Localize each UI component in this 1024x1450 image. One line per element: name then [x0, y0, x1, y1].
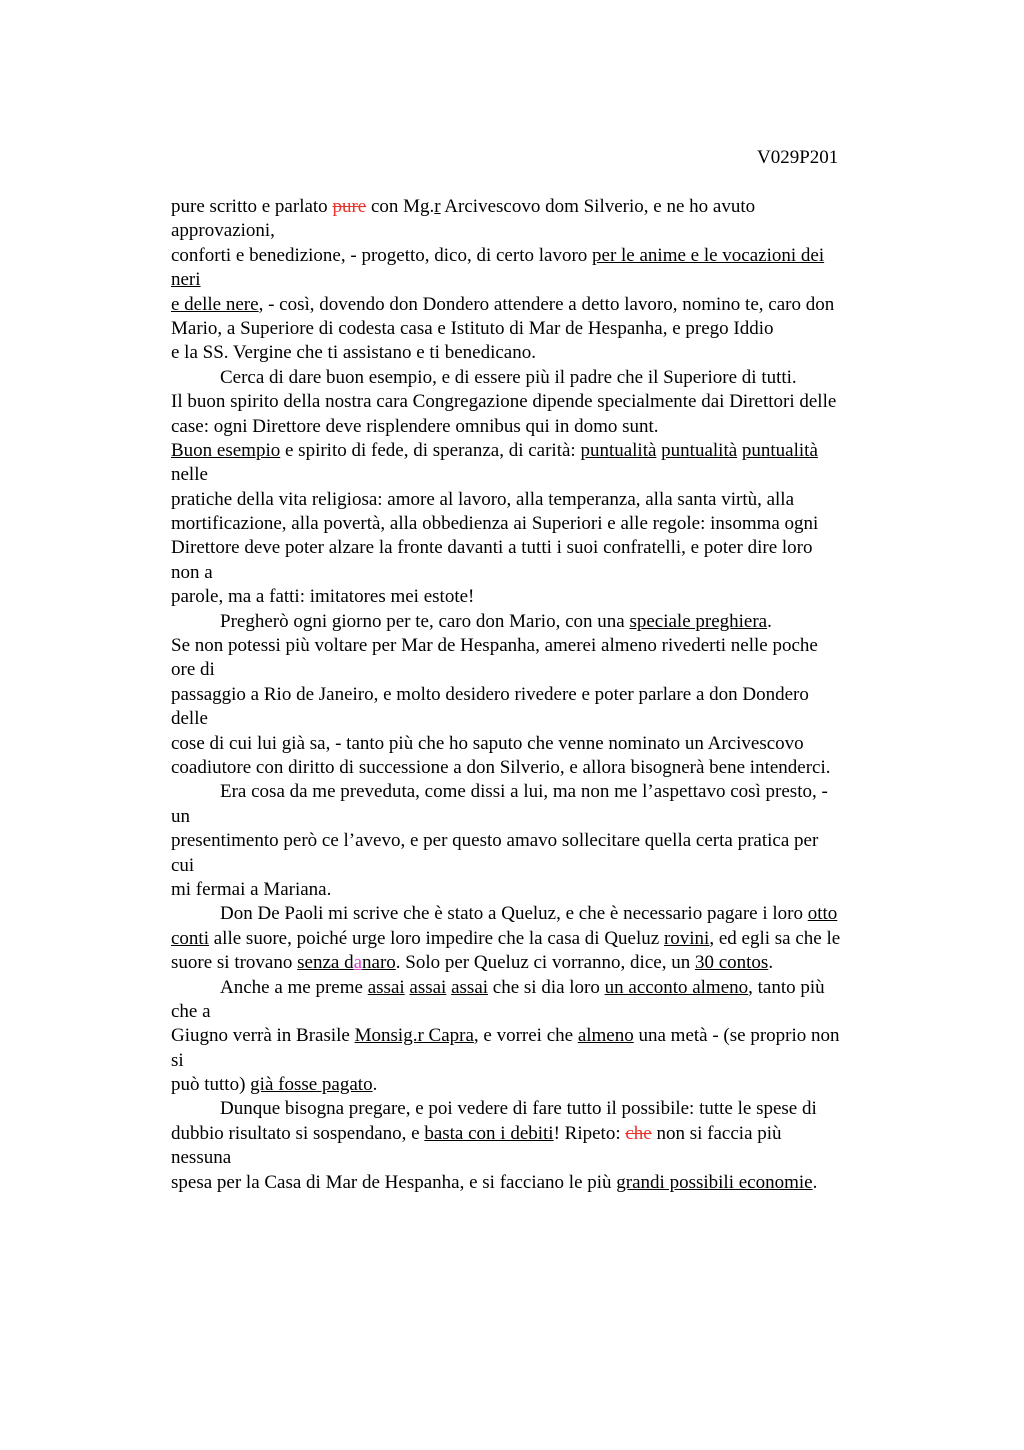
- underlined-text: assai: [367, 976, 405, 998]
- text-line: [171, 658, 911, 682]
- text-segment: coadiutore con diritto di successione a don Silverio, e allora bisognerà bene intenderci.: [171, 756, 831, 778]
- text-line: [171, 829, 911, 853]
- text-line: [171, 341, 911, 365]
- text-line: [171, 732, 911, 756]
- text-line: [171, 683, 911, 707]
- text-segment: Don De Paoli mi scrive che è stato a Queluz, e che è necessario pagare i loro: [220, 903, 808, 925]
- text-line: [171, 219, 911, 243]
- underlined-text: rovini: [663, 927, 710, 949]
- text-segment: .: [767, 610, 772, 632]
- text-segment: , ed egli sa che le: [709, 927, 841, 949]
- text-line: [171, 463, 911, 487]
- text-line: [171, 1000, 911, 1024]
- text-line: [171, 854, 911, 878]
- text-line: [171, 927, 911, 951]
- text-segment: conforti e benedizione, - progetto, dico, di certo lavoro: [171, 244, 593, 266]
- text-segment: .: [768, 952, 774, 974]
- text-segment: mortificazione, alla povertà, alla obbedienza ai Superiori e alle regole: insomma ogni: [171, 513, 819, 535]
- text-line: [171, 1122, 911, 1146]
- text-segment: Giugno verrà in Brasile: [171, 1025, 355, 1047]
- text-segment: Dunque bisogna pregare, e poi vedere di fare tutto il possibile: tutte le spese di: [220, 1098, 817, 1120]
- text-line: [171, 1097, 911, 1121]
- text-line: [171, 366, 911, 390]
- text-segment: che a: [171, 1000, 211, 1022]
- text-line: [171, 488, 911, 512]
- text-line: [171, 244, 911, 268]
- text-segment: alle suore, poiché urge loro impedire che la casa di Queluz: [209, 927, 664, 949]
- text-segment: , e vorrei che: [473, 1025, 578, 1047]
- text-line: [171, 293, 911, 317]
- text-segment: e spirito di fede, di speranza, di carità:: [280, 439, 581, 461]
- struck-text: pure: [332, 196, 367, 217]
- text-segment: . Solo per Queluz ci vorranno, dice, un: [395, 952, 695, 974]
- text-segment: Mario, a Superiore di codesta casa e Istituto di Mar de Hespanha, e prego Iddio: [171, 317, 774, 339]
- page-identifier: V029P201: [757, 147, 839, 168]
- text-segment: mi fermai a Mariana.: [171, 878, 332, 900]
- text-segment: Arcivescovo dom Silverio, e ne ho avuto: [440, 196, 756, 217]
- text-segment: e la SS. Vergine che ti assistano e ti benedicano.: [171, 342, 536, 364]
- text-segment: Direttore deve poter alzare la fronte davanti a tutti i suoi confratelli, e poter dire loro: [171, 537, 813, 559]
- text-line: [171, 951, 911, 975]
- underlined-text: naro: [362, 952, 396, 974]
- text-line: [171, 195, 911, 219]
- underlined-text: già fosse pagato: [250, 1074, 373, 1096]
- text-segment: presentimento però ce l’avevo, e per questo amavo sollecitare quella certa pratica per: [171, 830, 819, 852]
- text-segment: , - così, dovendo don Dondero attendere a detto lavoro, nomino te, caro don: [258, 293, 835, 315]
- underlined-text: Monsig.r Capra: [354, 1025, 474, 1047]
- underlined-text: almeno: [577, 1025, 634, 1047]
- text-segment: .: [372, 1074, 378, 1096]
- text-line: [171, 634, 911, 658]
- text-segment: dubbio risultato si sospendano, e: [171, 1122, 425, 1144]
- text-line: [171, 561, 911, 585]
- text-segment: Il buon spirito della nostra cara Congregazione dipende specialmente dai Direttori delle: [171, 391, 837, 413]
- text-segment: cui: [171, 854, 195, 876]
- text-segment: può tutto): [171, 1074, 251, 1096]
- text-segment: nessuna: [171, 1147, 232, 1169]
- text-segment: parole, ma a fatti: imitatores mei estote!: [171, 586, 475, 608]
- text-line: [171, 805, 911, 829]
- text-segment: case: ogni Direttore deve risplendere omnibus qui in domo sunt.: [171, 415, 659, 437]
- text-segment: approvazioni,: [171, 220, 275, 242]
- text-segment: ! Ripeto:: [553, 1122, 626, 1144]
- text-segment: passaggio a Rio de Janeiro, e molto desidero rivedere e poter parlare a don Dondero: [171, 683, 809, 705]
- text-segment: Cerca di dare buon esempio, e di essere più il padre che il Superiore di tutti.: [220, 366, 797, 388]
- text-line: [171, 756, 911, 780]
- inserted-text: a: [353, 952, 363, 974]
- text-segment: Anche a me preme: [220, 976, 368, 998]
- text-line: [171, 317, 911, 341]
- text-line: [171, 878, 911, 902]
- underlined-text: puntualità: [741, 439, 818, 461]
- text-line: [171, 390, 911, 414]
- text-segment: ore di: [171, 659, 215, 681]
- text-line: [171, 707, 911, 731]
- underlined-text: Buon esempio: [171, 439, 281, 461]
- text-segment: non a: [171, 561, 213, 583]
- text-segment: pure scritto e parlato: [171, 196, 333, 217]
- text-segment: cose di cui lui già sa, - tanto più che ho saputo che venne nominato un Arcivescovo: [171, 732, 804, 754]
- text-line: [171, 976, 911, 1000]
- letter-body: [171, 195, 911, 1195]
- underlined-text: puntualità: [580, 439, 657, 461]
- text-line: [171, 415, 911, 439]
- text-line: [171, 1171, 911, 1195]
- underlined-text: per le anime e le vocazioni dei: [592, 244, 825, 266]
- text-line: [171, 1073, 911, 1097]
- text-line: [171, 1024, 911, 1048]
- text-segment: che si dia loro: [488, 976, 605, 998]
- underlined-text: grandi possibili economie: [616, 1171, 813, 1193]
- text-segment: una metà - (se proprio non: [633, 1025, 840, 1047]
- underlined-text: e delle nere: [171, 293, 259, 315]
- underlined-text: senza d: [297, 952, 354, 974]
- text-segment: .: [812, 1171, 818, 1193]
- text-line: [171, 610, 911, 634]
- text-line: [171, 536, 911, 560]
- text-segment: spesa per la Casa di Mar de Hespanha, e si facciano le più: [171, 1171, 617, 1193]
- text-segment: si: [171, 1049, 184, 1071]
- underlined-text: basta con i debiti: [424, 1122, 554, 1144]
- text-segment: Pregherò ogni giorno per te, caro don Mario, con una: [220, 610, 630, 632]
- underlined-text: otto: [807, 903, 838, 925]
- text-segment: Se non potessi più voltare per Mar de Hespanha, amerei almeno rivederti nelle poche: [171, 635, 818, 657]
- text-line: [171, 1146, 911, 1170]
- text-segment: con Mg.: [366, 196, 435, 217]
- text-segment: Era cosa da me preveduta, come dissi a lui, ma non me l’aspettavo così presto, -: [220, 781, 828, 803]
- text-segment: delle: [171, 708, 208, 730]
- text-line: [171, 439, 911, 463]
- text-line: [171, 1049, 911, 1073]
- text-segment: non si faccia più: [651, 1122, 782, 1144]
- text-line: [171, 902, 911, 926]
- text-line: [171, 780, 911, 804]
- underlined-text: assai: [451, 976, 489, 998]
- underlined-text: 30 contos: [694, 952, 769, 974]
- underlined-text: neri: [171, 269, 201, 291]
- text-segment: un: [171, 805, 190, 827]
- struck-text: che: [625, 1122, 652, 1144]
- text-segment: pratiche della vita religiosa: amore al lavoro, alla temperanza, alla santa virtù, alla: [171, 488, 795, 510]
- text-segment: suore si trovano: [171, 952, 298, 974]
- text-segment: nelle: [171, 464, 208, 486]
- text-line: [171, 512, 911, 536]
- text-line: [171, 268, 911, 292]
- text-line: [171, 585, 911, 609]
- underlined-text: un acconto almeno: [604, 976, 749, 998]
- underlined-text: puntualità: [661, 439, 738, 461]
- text-segment: , tanto più: [748, 976, 825, 998]
- underlined-text: conti: [171, 927, 209, 949]
- underlined-text: r: [434, 196, 441, 217]
- underlined-text: speciale preghiera: [629, 610, 768, 632]
- underlined-text: assai: [409, 976, 447, 998]
